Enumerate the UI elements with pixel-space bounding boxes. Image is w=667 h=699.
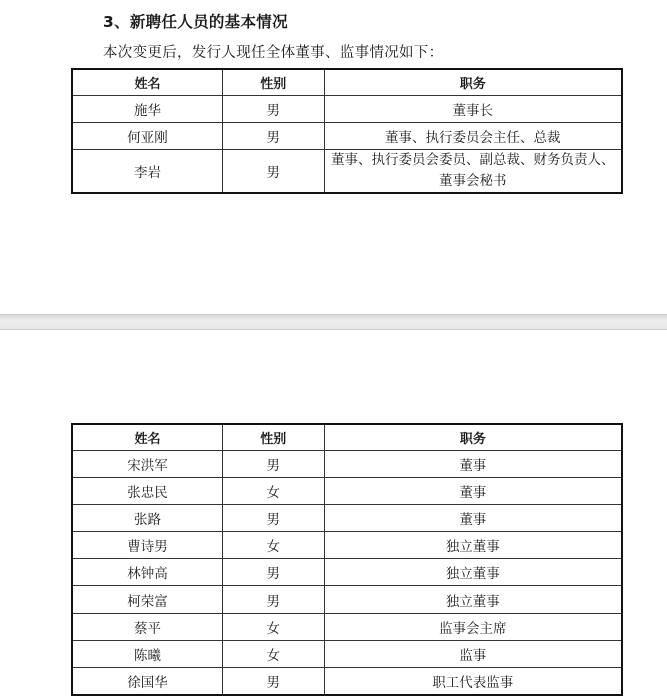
header-duty: 职务 <box>324 424 622 450</box>
table-row <box>72 477 622 504</box>
cell-gender: 男 <box>222 122 324 149</box>
table-row <box>72 504 622 531</box>
header-duty: 职务 <box>324 69 622 95</box>
cell-gender: 男 <box>222 504 324 531</box>
cell-duty: 监事 <box>324 640 622 667</box>
cell-name: 蔡平 <box>72 613 222 640</box>
cell-gender: 男 <box>222 559 324 586</box>
cell-gender: 男 <box>222 149 324 193</box>
document-page-1 <box>0 0 667 314</box>
cell-duty: 董事 <box>324 504 622 531</box>
cell-gender: 女 <box>222 477 324 504</box>
header-name: 姓名 <box>72 69 222 95</box>
table-header-row <box>72 69 622 95</box>
table-row <box>72 450 622 477</box>
header-name: 姓名 <box>72 424 222 450</box>
cell-name: 施华 <box>72 95 222 122</box>
cell-gender: 男 <box>222 450 324 477</box>
cell-duty: 董事长 <box>324 95 622 122</box>
section-heading: 3、新聘任人员的基本情况 <box>103 13 288 31</box>
cell-name: 曹诗男 <box>72 532 222 559</box>
cell-gender: 男 <box>222 668 324 695</box>
cell-duty: 董事、执行委员会委员、副总裁、财务负责人、董事会秘书 <box>324 149 622 193</box>
table-row <box>72 149 622 193</box>
document-page-2 <box>0 330 667 699</box>
cell-gender: 女 <box>222 613 324 640</box>
cell-name: 何亚刚 <box>72 122 222 149</box>
cell-duty: 董事 <box>324 477 622 504</box>
table-row <box>72 122 622 149</box>
cell-duty: 监事会主席 <box>324 613 622 640</box>
directors-table-2 <box>71 423 623 696</box>
table-row <box>72 95 622 122</box>
cell-gender: 女 <box>222 532 324 559</box>
table-row <box>72 559 622 586</box>
cell-name: 林钟高 <box>72 559 222 586</box>
cell-duty: 董事 <box>324 450 622 477</box>
cell-name: 陈曦 <box>72 640 222 667</box>
table-header-row <box>72 424 622 450</box>
directors-table-1 <box>71 68 623 194</box>
table-row <box>72 532 622 559</box>
page-separator <box>0 314 667 330</box>
intro-paragraph: 本次变更后，发行人现任全体董事、监事情况如下： <box>103 45 444 61</box>
cell-duty: 独立董事 <box>324 532 622 559</box>
cell-duty: 独立董事 <box>324 586 622 613</box>
cell-name: 柯荣富 <box>72 586 222 613</box>
cell-duty: 董事、执行委员会主任、总裁 <box>324 122 622 149</box>
table-row <box>72 613 622 640</box>
cell-name: 张忠民 <box>72 477 222 504</box>
cell-gender: 女 <box>222 640 324 667</box>
table-row <box>72 640 622 667</box>
cell-gender: 男 <box>222 586 324 613</box>
table-row <box>72 668 622 695</box>
cell-name: 宋洪军 <box>72 450 222 477</box>
cell-duty: 独立董事 <box>324 559 622 586</box>
cell-duty: 职工代表监事 <box>324 668 622 695</box>
header-gender: 性别 <box>222 424 324 450</box>
table-row <box>72 586 622 613</box>
cell-gender: 男 <box>222 95 324 122</box>
cell-name: 李岩 <box>72 149 222 193</box>
header-gender: 性别 <box>222 69 324 95</box>
cell-name: 徐国华 <box>72 668 222 695</box>
cell-name: 张路 <box>72 504 222 531</box>
